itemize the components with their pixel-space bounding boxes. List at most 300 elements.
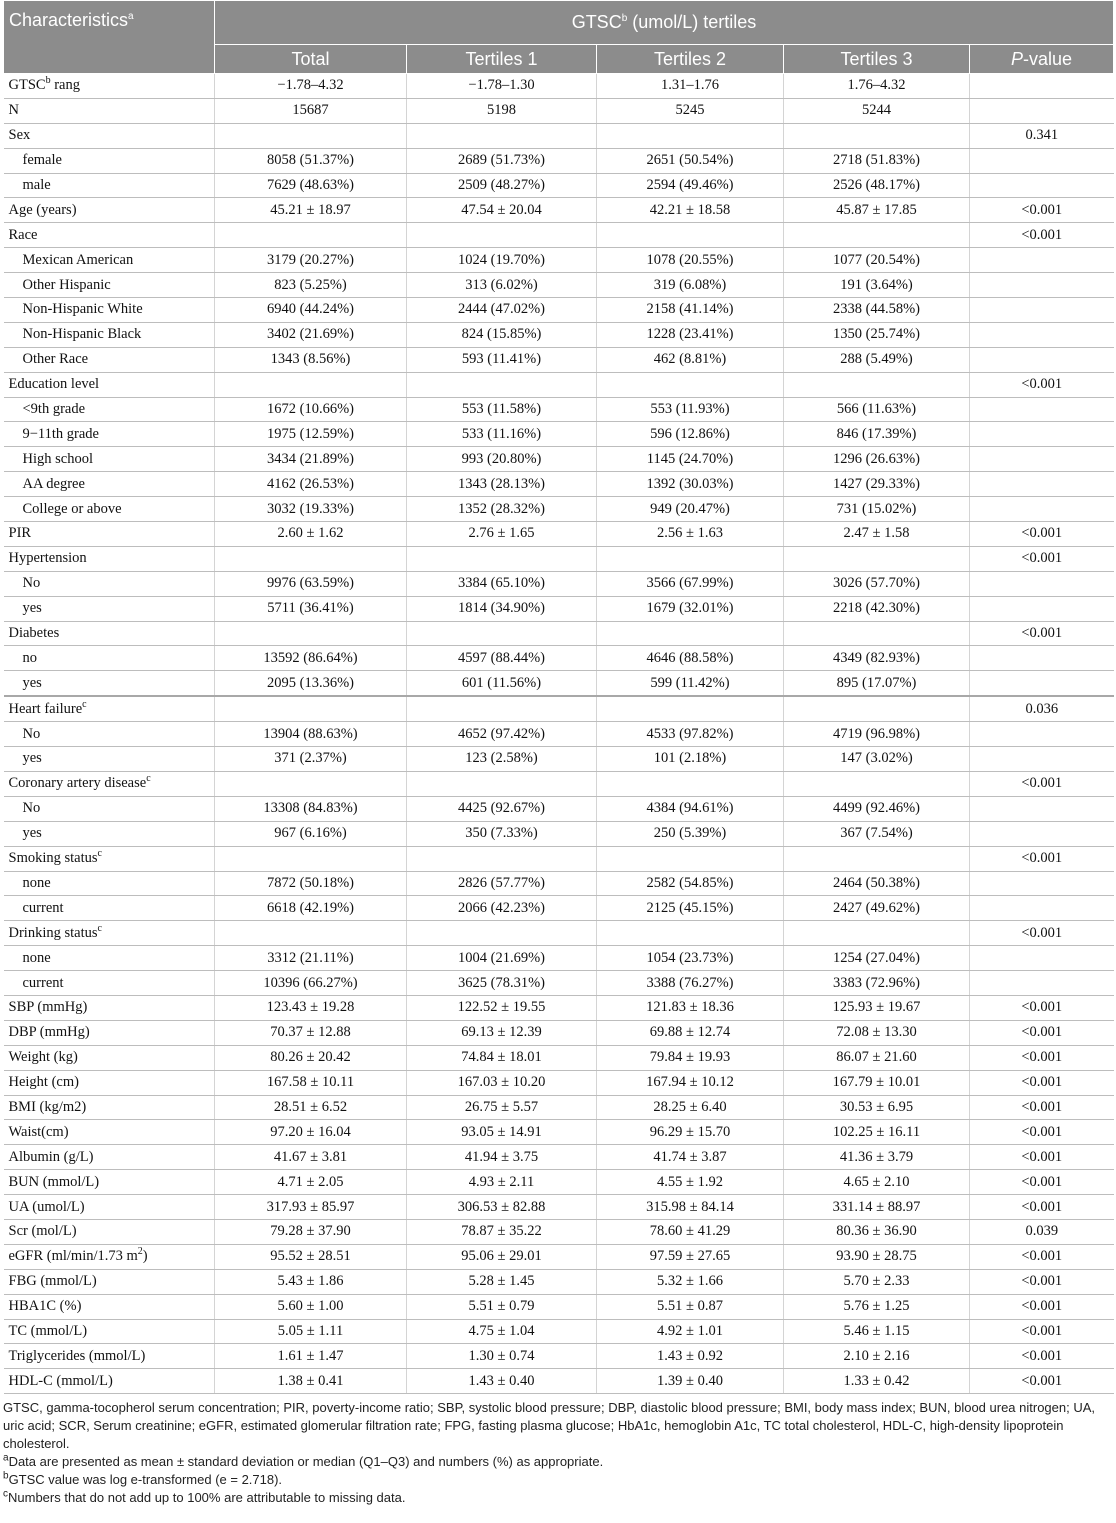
cell-tertile-1: 1004 (21.69%) [407, 946, 597, 971]
cell-total: 1.38 ± 0.41 [215, 1369, 407, 1394]
cell-p-value [970, 646, 1114, 671]
cell-tertile-2: 5.51 ± 0.87 [597, 1294, 784, 1319]
table-row [4, 173, 1114, 198]
cell-total: 13904 (88.63%) [215, 722, 407, 747]
table-row [4, 747, 1114, 772]
table-row [4, 971, 1114, 996]
cell-tertile-2: 462 (8.81%) [597, 347, 784, 372]
table-row [4, 821, 1114, 846]
cell-p-value [970, 447, 1114, 472]
cell-p-value: <0.001 [970, 1045, 1114, 1070]
cell-tertile-1: 2444 (47.02%) [407, 298, 597, 323]
table-row [4, 796, 1114, 821]
row-label: yes [4, 671, 215, 696]
cell-tertile-2 [597, 696, 784, 721]
table-row [4, 722, 1114, 747]
cell-total: 15687 [215, 98, 407, 123]
cell-total: 5.05 ± 1.11 [215, 1319, 407, 1344]
row-label: none [4, 946, 215, 971]
cell-tertile-2: 5.32 ± 1.66 [597, 1269, 784, 1294]
characteristics-table [3, 0, 1114, 1394]
table-row [4, 1070, 1114, 1095]
cell-tertile-1: 167.03 ± 10.20 [407, 1070, 597, 1095]
row-label: FBG (mmol/L) [4, 1269, 215, 1294]
cell-total: 13308 (84.83%) [215, 796, 407, 821]
cell-tertile-1: 2066 (42.23%) [407, 896, 597, 921]
cell-total: 8058 (51.37%) [215, 148, 407, 173]
table-row [4, 921, 1114, 946]
cell-tertile-3: 2526 (48.17%) [784, 173, 970, 198]
cell-tertile-3: 4719 (96.98%) [784, 722, 970, 747]
cell-total: 6618 (42.19%) [215, 896, 407, 921]
cell-total: 3312 (21.11%) [215, 946, 407, 971]
cell-tertile-1 [407, 123, 597, 148]
cell-tertile-2: 1054 (23.73%) [597, 946, 784, 971]
cell-tertile-1: 2689 (51.73%) [407, 148, 597, 173]
cell-p-value [970, 74, 1114, 99]
cell-total: 45.21 ± 18.97 [215, 198, 407, 223]
cell-tertile-3: 895 (17.07%) [784, 671, 970, 696]
cell-tertile-2: 5245 [597, 98, 784, 123]
cell-tertile-2 [597, 921, 784, 946]
cell-tertile-1: 1.30 ± 0.74 [407, 1344, 597, 1369]
cell-p-value: 0.341 [970, 123, 1114, 148]
cell-total: 2095 (13.36%) [215, 671, 407, 696]
cell-tertile-1: 993 (20.80%) [407, 447, 597, 472]
cell-tertile-1: −1.78–1.30 [407, 74, 597, 99]
cell-tertile-2 [597, 372, 784, 397]
table-footnotes [3, 1399, 1111, 1507]
cell-tertile-1: 5.51 ± 0.79 [407, 1294, 597, 1319]
cell-tertile-3: 4499 (92.46%) [784, 796, 970, 821]
cell-tertile-2: 1.31–1.76 [597, 74, 784, 99]
cell-p-value: <0.001 [970, 1120, 1114, 1145]
cell-p-value [970, 747, 1114, 772]
cell-tertile-2: 28.25 ± 6.40 [597, 1095, 784, 1120]
cell-tertile-3: 147 (3.02%) [784, 747, 970, 772]
row-label: Albumin (g/L) [4, 1145, 215, 1170]
table-row [4, 896, 1114, 921]
row-label: yes [4, 596, 215, 621]
row-label: Waist(cm) [4, 1120, 215, 1145]
cell-p-value: <0.001 [970, 1020, 1114, 1045]
cell-tertile-1: 306.53 ± 82.88 [407, 1195, 597, 1220]
cell-tertile-1: 1.43 ± 0.40 [407, 1369, 597, 1394]
row-label: yes [4, 747, 215, 772]
cell-tertile-2: 596 (12.86%) [597, 422, 784, 447]
cell-p-value [970, 821, 1114, 846]
row-label: no [4, 646, 215, 671]
cell-total: 95.52 ± 28.51 [215, 1244, 407, 1269]
cell-tertile-3: 1296 (26.63%) [784, 447, 970, 472]
cell-tertile-1: 78.87 ± 35.22 [407, 1219, 597, 1244]
row-label: Race [4, 223, 215, 248]
cell-tertile-1: 123 (2.58%) [407, 747, 597, 772]
cell-total [215, 696, 407, 721]
cell-tertile-1: 3384 (65.10%) [407, 571, 597, 596]
table-row [4, 223, 1114, 248]
cell-tertile-3: 731 (15.02%) [784, 497, 970, 522]
cell-tertile-3: 331.14 ± 88.97 [784, 1195, 970, 1220]
cell-p-value: <0.001 [970, 223, 1114, 248]
row-label: HBA1C (%) [4, 1294, 215, 1319]
cell-tertile-2: 4384 (94.61%) [597, 796, 784, 821]
cell-total: 70.37 ± 12.88 [215, 1020, 407, 1045]
row-label: Weight (kg) [4, 1045, 215, 1070]
cell-total: 97.20 ± 16.04 [215, 1120, 407, 1145]
cell-total [215, 846, 407, 871]
row-label: Triglycerides (mmol/L) [4, 1344, 215, 1369]
cell-tertile-2: 1078 (20.55%) [597, 248, 784, 273]
cell-tertile-1: 4425 (92.67%) [407, 796, 597, 821]
cell-tertile-2: 2158 (41.14%) [597, 298, 784, 323]
cell-tertile-3: 5244 [784, 98, 970, 123]
cell-total: 3434 (21.89%) [215, 447, 407, 472]
cell-p-value: <0.001 [970, 1195, 1114, 1220]
column-header-total: Total [215, 45, 407, 74]
row-label: yes [4, 821, 215, 846]
cell-tertile-2: 1228 (23.41%) [597, 322, 784, 347]
table-row [4, 322, 1114, 347]
table-row [4, 298, 1114, 323]
cell-tertile-1: 1352 (28.32%) [407, 497, 597, 522]
row-label: current [4, 896, 215, 921]
cell-p-value [970, 497, 1114, 522]
cell-tertile-3: 41.36 ± 3.79 [784, 1145, 970, 1170]
cell-total: 4.71 ± 2.05 [215, 1170, 407, 1195]
cell-p-value [970, 298, 1114, 323]
table-row [4, 771, 1114, 796]
row-label: UA (umol/L) [4, 1195, 215, 1220]
cell-tertile-1 [407, 696, 597, 721]
cell-tertile-3: 80.36 ± 36.90 [784, 1219, 970, 1244]
footnote-a: $^a$Data are presented as mean ± standard deviation or median (Q1–Q3) and numbers (%) as appropriate. [3, 1452, 604, 1470]
table-row [4, 198, 1114, 223]
cell-total: 7629 (48.63%) [215, 173, 407, 198]
cell-tertile-3: 125.93 ± 19.67 [784, 995, 970, 1020]
cell-tertile-2 [597, 546, 784, 571]
table-row [4, 447, 1114, 472]
cell-total: 371 (2.37%) [215, 747, 407, 772]
cell-tertile-2: 1.43 ± 0.92 [597, 1344, 784, 1369]
footnote-c: $^c$Numbers that do not add up to 100% are attributable to missing data. [3, 1488, 406, 1506]
row-label: High school [4, 447, 215, 472]
cell-total: 79.28 ± 37.90 [215, 1219, 407, 1244]
cell-total: 3402 (21.69%) [215, 322, 407, 347]
row-label: BUN (mmol/L) [4, 1170, 215, 1195]
cell-p-value [970, 796, 1114, 821]
cell-tertile-1 [407, 921, 597, 946]
cell-p-value: <0.001 [970, 846, 1114, 871]
table-body [4, 74, 1114, 1394]
row-label: TC (mmol/L) [4, 1319, 215, 1344]
cell-total [215, 123, 407, 148]
row-label: Diabetes [4, 621, 215, 646]
characteristics-header: Characteristics$^a$ [4, 1, 215, 74]
cell-tertile-3: 30.53 ± 6.95 [784, 1095, 970, 1120]
cell-total: 823 (5.25%) [215, 273, 407, 298]
cell-p-value: <0.001 [970, 198, 1114, 223]
row-label: HDL-C (mmol/L) [4, 1369, 215, 1394]
cell-total: 2.60 ± 1.62 [215, 522, 407, 547]
cell-tertile-2: 79.84 ± 19.93 [597, 1045, 784, 1070]
row-label: PIR [4, 522, 215, 547]
table-row [4, 273, 1114, 298]
cell-tertile-1: 593 (11.41%) [407, 347, 597, 372]
row-label: Age (years) [4, 198, 215, 223]
cell-tertile-2: 97.59 ± 27.65 [597, 1244, 784, 1269]
cell-tertile-2: 319 (6.08%) [597, 273, 784, 298]
cell-tertile-1: 313 (6.02%) [407, 273, 597, 298]
row-label: Hypertension [4, 546, 215, 571]
table-row [4, 372, 1114, 397]
cell-tertile-2: 4.92 ± 1.01 [597, 1319, 784, 1344]
cell-tertile-2: 1.39 ± 0.40 [597, 1369, 784, 1394]
cell-total: 10396 (66.27%) [215, 971, 407, 996]
cell-p-value [970, 596, 1114, 621]
cell-tertile-3: 4.65 ± 2.10 [784, 1170, 970, 1195]
cell-tertile-3: 167.79 ± 10.01 [784, 1070, 970, 1095]
table-row [4, 846, 1114, 871]
cell-total: 3032 (19.33%) [215, 497, 407, 522]
cell-tertile-2: 42.21 ± 18.58 [597, 198, 784, 223]
cell-total: 7872 (50.18%) [215, 871, 407, 896]
cell-tertile-1: 5.28 ± 1.45 [407, 1269, 597, 1294]
cell-tertile-3: 4349 (82.93%) [784, 646, 970, 671]
cell-tertile-1: 4597 (88.44%) [407, 646, 597, 671]
table-row [4, 1244, 1114, 1269]
cell-total [215, 546, 407, 571]
cell-tertile-3 [784, 223, 970, 248]
cell-tertile-2: 949 (20.47%) [597, 497, 784, 522]
cell-p-value [970, 946, 1114, 971]
cell-total [215, 921, 407, 946]
table-row [4, 1319, 1114, 1344]
row-label: Heart failure$^c$ [4, 696, 215, 721]
cell-tertile-2: 4.55 ± 1.92 [597, 1170, 784, 1195]
cell-tertile-2: 4533 (97.82%) [597, 722, 784, 747]
cell-tertile-1: 1814 (34.90%) [407, 596, 597, 621]
cell-tertile-1: 824 (15.85%) [407, 322, 597, 347]
cell-tertile-3: 72.08 ± 13.30 [784, 1020, 970, 1045]
table-row [4, 1095, 1114, 1120]
cell-tertile-1: 601 (11.56%) [407, 671, 597, 696]
table-row [4, 74, 1114, 99]
cell-tertile-1: 74.84 ± 18.01 [407, 1045, 597, 1070]
cell-total: 1.61 ± 1.47 [215, 1344, 407, 1369]
cell-tertile-3: 2.47 ± 1.58 [784, 522, 970, 547]
cell-p-value: <0.001 [970, 995, 1114, 1020]
cell-total: 5.60 ± 1.00 [215, 1294, 407, 1319]
column-header-tertile-2: Tertiles 2 [597, 45, 784, 74]
cell-tertile-3 [784, 771, 970, 796]
row-label: Non-Hispanic White [4, 298, 215, 323]
cell-total: 1975 (12.59%) [215, 422, 407, 447]
cell-total: 13592 (86.64%) [215, 646, 407, 671]
cell-p-value: <0.001 [970, 771, 1114, 796]
cell-p-value: <0.001 [970, 1369, 1114, 1394]
table-row [4, 1195, 1114, 1220]
cell-p-value: <0.001 [970, 1070, 1114, 1095]
table-row [4, 123, 1114, 148]
cell-tertile-2 [597, 621, 784, 646]
cell-p-value [970, 671, 1114, 696]
cell-tertile-2: 2.56 ± 1.63 [597, 522, 784, 547]
cell-tertile-1: 2826 (57.77%) [407, 871, 597, 896]
cell-tertile-1: 553 (11.58%) [407, 397, 597, 422]
cell-tertile-2 [597, 846, 784, 871]
table-row [4, 397, 1114, 422]
cell-tertile-2: 2582 (54.85%) [597, 871, 784, 896]
group-header: GTSC$^b$ (umol/L) tertiles [215, 1, 1114, 45]
cell-p-value: <0.001 [970, 1319, 1114, 1344]
cell-tertile-3: 191 (3.64%) [784, 273, 970, 298]
row-label: Mexican American [4, 248, 215, 273]
cell-total: 967 (6.16%) [215, 821, 407, 846]
cell-tertile-3: 1.76–4.32 [784, 74, 970, 99]
cell-p-value [970, 347, 1114, 372]
cell-tertile-1: 4.75 ± 1.04 [407, 1319, 597, 1344]
cell-tertile-2 [597, 223, 784, 248]
table-row [4, 522, 1114, 547]
cell-tertile-3: 1427 (29.33%) [784, 472, 970, 497]
cell-tertile-1 [407, 546, 597, 571]
cell-tertile-2: 553 (11.93%) [597, 397, 784, 422]
cell-tertile-3: 2427 (49.62%) [784, 896, 970, 921]
cell-total [215, 621, 407, 646]
cell-tertile-2: 96.29 ± 15.70 [597, 1120, 784, 1145]
cell-tertile-2: 599 (11.42%) [597, 671, 784, 696]
cell-tertile-1: 47.54 ± 20.04 [407, 198, 597, 223]
cell-tertile-1: 533 (11.16%) [407, 422, 597, 447]
row-label: No [4, 571, 215, 596]
cell-tertile-1: 95.06 ± 29.01 [407, 1244, 597, 1269]
footnote-b: $^b$GTSC value was log e-transformed (e = 2.718). [3, 1470, 283, 1488]
cell-total: 317.93 ± 85.97 [215, 1195, 407, 1220]
table-row [4, 1170, 1114, 1195]
cell-tertile-1 [407, 223, 597, 248]
cell-tertile-1 [407, 621, 597, 646]
cell-p-value [970, 422, 1114, 447]
column-header-tertile-3: Tertiles 3 [784, 45, 970, 74]
cell-p-value [970, 98, 1114, 123]
cell-total: 6940 (44.24%) [215, 298, 407, 323]
cell-p-value [970, 397, 1114, 422]
cell-total: 5711 (36.41%) [215, 596, 407, 621]
cell-p-value [970, 148, 1114, 173]
cell-tertile-2: 1679 (32.01%) [597, 596, 784, 621]
cell-p-value [970, 273, 1114, 298]
table-row [4, 248, 1114, 273]
cell-total: 41.67 ± 3.81 [215, 1145, 407, 1170]
table-row [4, 497, 1114, 522]
cell-tertile-2: 41.74 ± 3.87 [597, 1145, 784, 1170]
cell-total: 9976 (63.59%) [215, 571, 407, 596]
row-label: AA degree [4, 472, 215, 497]
cell-tertile-2: 3388 (76.27%) [597, 971, 784, 996]
cell-tertile-2: 121.83 ± 18.36 [597, 995, 784, 1020]
cell-tertile-3: 3383 (72.96%) [784, 971, 970, 996]
cell-tertile-3: 1254 (27.04%) [784, 946, 970, 971]
cell-tertile-2: 1145 (24.70%) [597, 447, 784, 472]
table-row [4, 1045, 1114, 1070]
cell-p-value: <0.001 [970, 546, 1114, 571]
row-label: eGFR (ml/min/1.73 $m^2$) [4, 1244, 215, 1269]
cell-tertile-3 [784, 921, 970, 946]
cell-tertile-3: 2.10 ± 2.16 [784, 1344, 970, 1369]
cell-total: 5.43 ± 1.86 [215, 1269, 407, 1294]
cell-tertile-3: 93.90 ± 28.75 [784, 1244, 970, 1269]
cell-tertile-3: 367 (7.54%) [784, 821, 970, 846]
table-row [4, 671, 1114, 696]
cell-tertile-2: 78.60 ± 41.29 [597, 1219, 784, 1244]
cell-tertile-1: 1024 (19.70%) [407, 248, 597, 273]
row-label: <9th grade [4, 397, 215, 422]
cell-tertile-1: 4.93 ± 2.11 [407, 1170, 597, 1195]
cell-total: 167.58 ± 10.11 [215, 1070, 407, 1095]
cell-tertile-1: 26.75 ± 5.57 [407, 1095, 597, 1120]
cell-tertile-2: 2594 (49.46%) [597, 173, 784, 198]
table-header [4, 1, 1114, 74]
cell-tertile-3: 288 (5.49%) [784, 347, 970, 372]
table-row [4, 98, 1114, 123]
cell-total: 28.51 ± 6.52 [215, 1095, 407, 1120]
cell-tertile-1: 2509 (48.27%) [407, 173, 597, 198]
table-row [4, 1219, 1114, 1244]
cell-tertile-3 [784, 123, 970, 148]
cell-p-value: <0.001 [970, 372, 1114, 397]
row-label: Education level [4, 372, 215, 397]
cell-p-value: <0.001 [970, 1170, 1114, 1195]
cell-total: 3179 (20.27%) [215, 248, 407, 273]
cell-tertile-1: 350 (7.33%) [407, 821, 597, 846]
cell-tertile-3: 2718 (51.83%) [784, 148, 970, 173]
cell-tertile-2: 250 (5.39%) [597, 821, 784, 846]
cell-total: 80.26 ± 20.42 [215, 1045, 407, 1070]
cell-tertile-1: 69.13 ± 12.39 [407, 1020, 597, 1045]
cell-tertile-3: 2338 (44.58%) [784, 298, 970, 323]
cell-total: 123.43 ± 19.28 [215, 995, 407, 1020]
cell-p-value: <0.001 [970, 921, 1114, 946]
table-row [4, 546, 1114, 571]
cell-tertile-3 [784, 621, 970, 646]
table-row [4, 1145, 1114, 1170]
cell-tertile-3: 1.33 ± 0.42 [784, 1369, 970, 1394]
cell-p-value: <0.001 [970, 621, 1114, 646]
table-row [4, 347, 1114, 372]
row-label: Smoking status$^c$ [4, 846, 215, 871]
cell-tertile-2: 69.88 ± 12.74 [597, 1020, 784, 1045]
cell-total: −1.78–4.32 [215, 74, 407, 99]
cell-tertile-3: 5.46 ± 1.15 [784, 1319, 970, 1344]
row-label: Sex [4, 123, 215, 148]
cell-p-value [970, 896, 1114, 921]
cell-tertile-1: 4652 (97.42%) [407, 722, 597, 747]
cell-tertile-2 [597, 123, 784, 148]
table-row [4, 621, 1114, 646]
table-row [4, 148, 1114, 173]
cell-tertile-2 [597, 771, 784, 796]
cell-tertile-2: 4646 (88.58%) [597, 646, 784, 671]
cell-tertile-1: 122.52 ± 19.55 [407, 995, 597, 1020]
cell-p-value: <0.001 [970, 1145, 1114, 1170]
row-label: Other Race [4, 347, 215, 372]
cell-p-value: <0.001 [970, 1294, 1114, 1319]
cell-tertile-3 [784, 546, 970, 571]
cell-tertile-1 [407, 846, 597, 871]
cell-tertile-3 [784, 372, 970, 397]
cell-p-value: <0.001 [970, 1095, 1114, 1120]
